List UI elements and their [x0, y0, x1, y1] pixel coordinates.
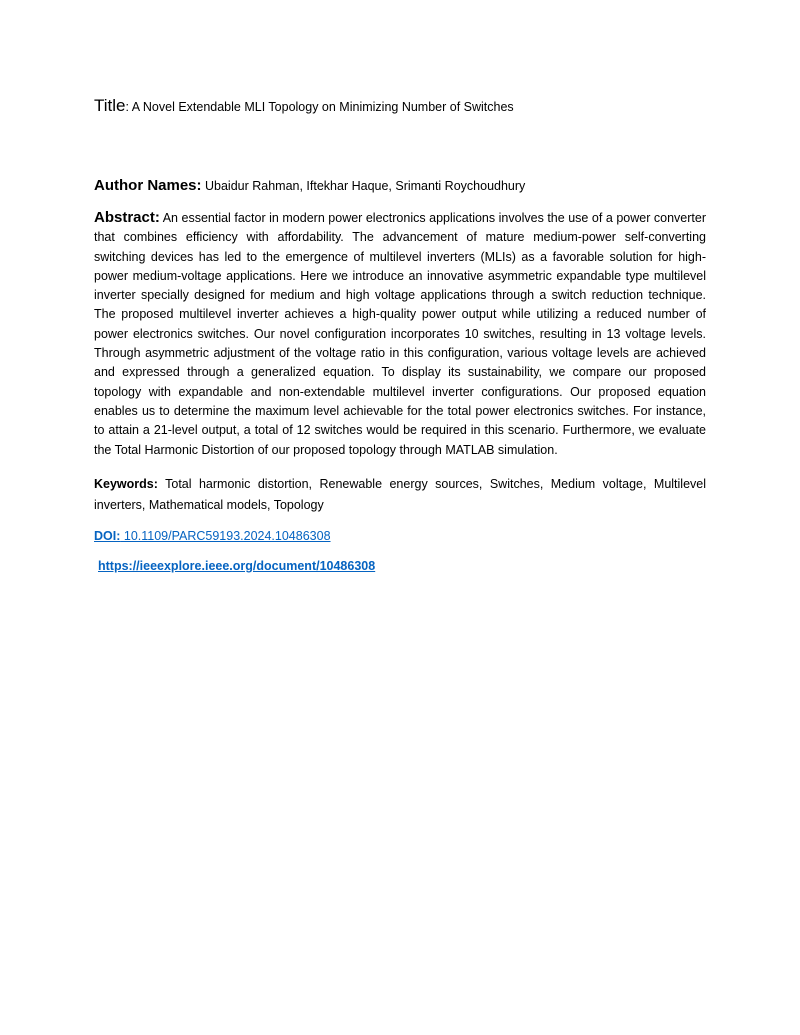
url-line: [98, 556, 706, 576]
author-names: Ubaidur Rahman, Iftekhar Haque, Srimanti Roychoudhury: [201, 179, 526, 193]
authors-label: Author Names:: [94, 177, 202, 194]
paper-title: A Novel Extendable MLI Topology on Minimizing Number of Switches: [128, 100, 514, 114]
doi-link[interactable]: [94, 529, 331, 543]
title-label: Title: [94, 96, 126, 115]
doi-line: [94, 526, 706, 546]
keywords-label: Keywords:: [94, 476, 158, 491]
abstract-paragraph: [94, 208, 706, 460]
abstract-label: Abstract:: [94, 209, 160, 226]
authors-line: [94, 174, 706, 198]
title-line: [94, 94, 706, 119]
doi-label: DOI:: [94, 528, 121, 543]
abstract-text: An essential factor in modern power electronics applications involves the use of a power converter that combines efficiency with affordability. The advancement of mature medium-power self-converting switching devices has led to the emergence of multilevel inverters (MLIs) as a favorable solution for high-power medium-voltage applications. Here we introduce an innovative asymmetric expandable type multilevel inverter specially designed for medium and high voltage applications through a switch reduction technique. The proposed multilevel inverter achieves a high-quality power output while utilizing a reduced number of power electronics switches. Our novel configuration incorporates 10 switches, resulting in 13 voltage levels. Through asymmetric adjustment of the voltage ratio in this configuration, various voltage levels are achieved and expressed through a generalized equation. To display its sustainability, we compare our proposed topology with expandable and non-extendable multilevel inverter configurations. Our proposed equation enables us to determine the maximum level achievable for the total power electronics switches. For instance, to attain a 21-level output, a total of 12 switches would be required in this scenario. Furthermore, we evaluate the Total Harmonic Distortion of our proposed topology through MATLAB simulation.: [94, 211, 706, 457]
keywords-text: Total harmonic distortion, Renewable energy sources, Switches, Medium voltage, Multilevel inverters, Mathematical models, Topology: [94, 476, 706, 512]
title-colon: :: [125, 100, 129, 114]
keywords-paragraph: [94, 474, 706, 516]
ieee-url-link[interactable]: https://ieeexplore.ieee.org/document/10486308: [98, 558, 376, 573]
paper-content: [94, 94, 706, 576]
doi-value: 10.1109/PARC59193.2024.10486308: [120, 528, 331, 543]
